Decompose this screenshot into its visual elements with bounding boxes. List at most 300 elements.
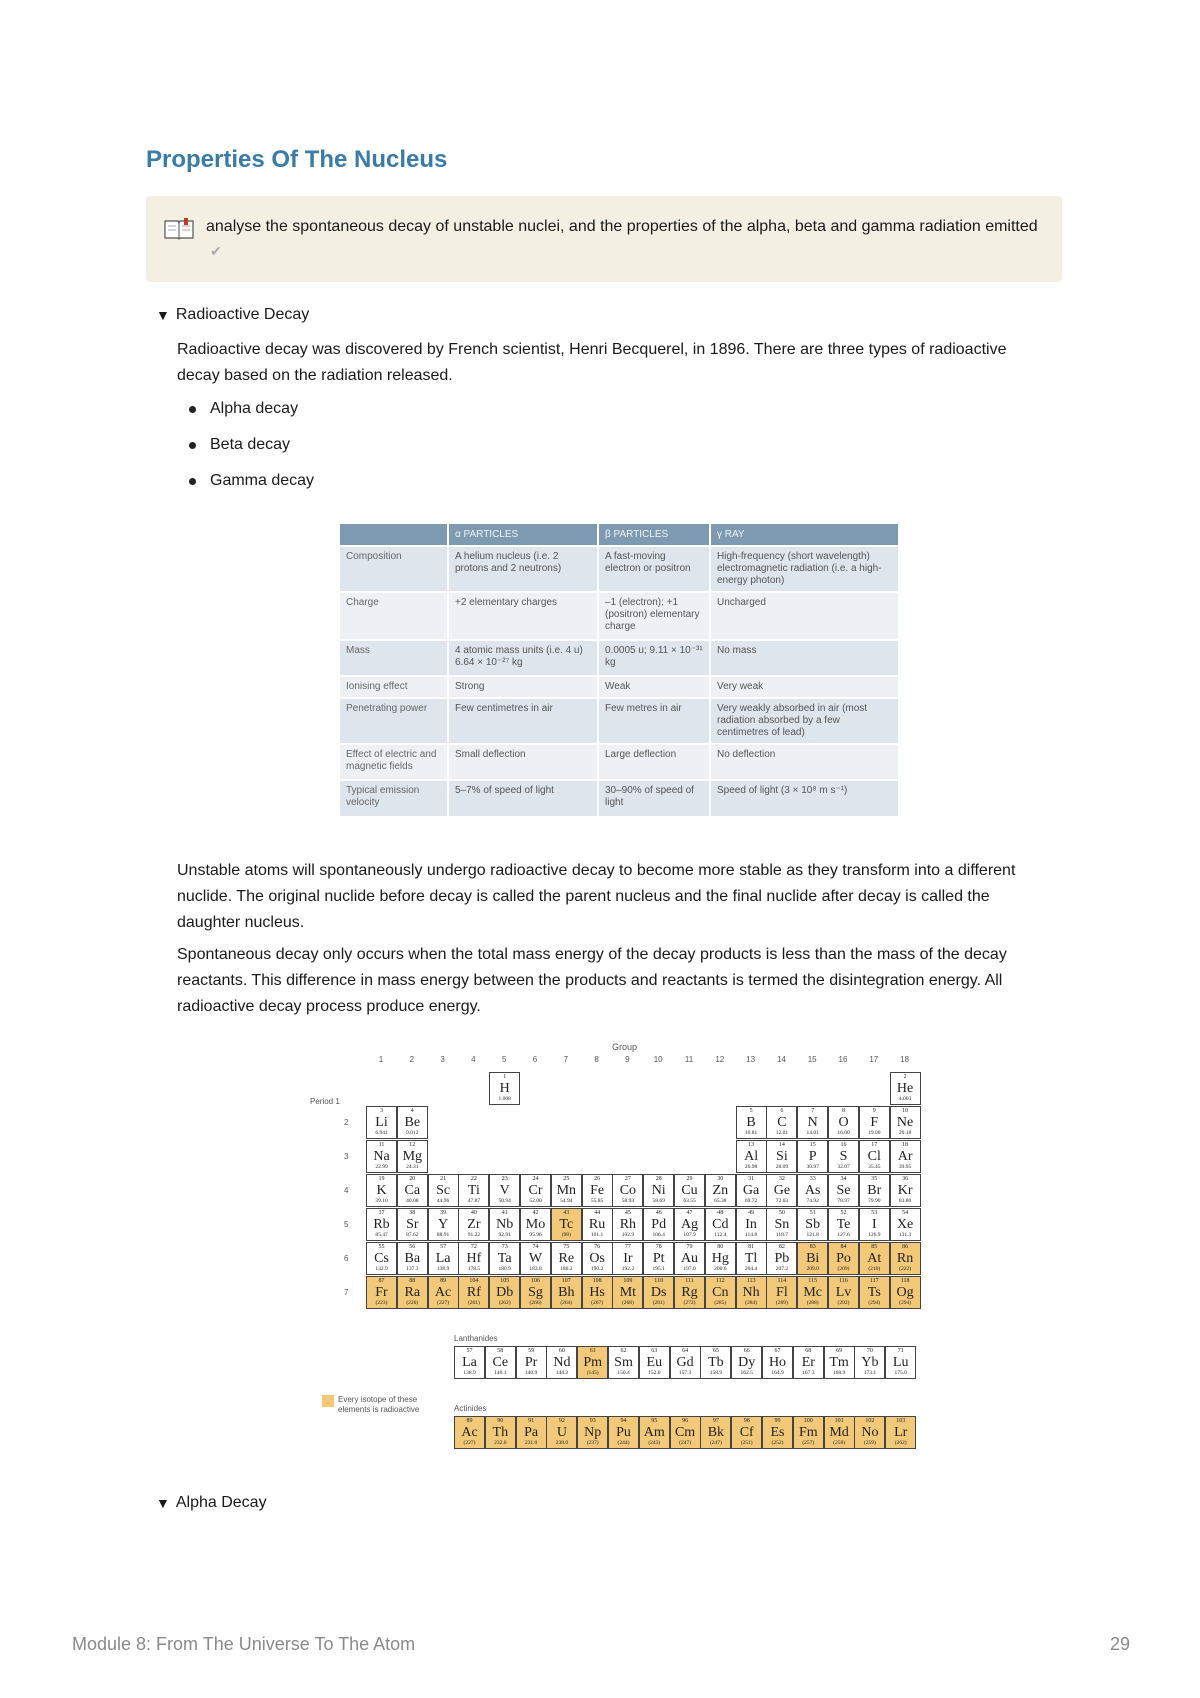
atomic-number: 95 <box>651 1418 658 1424</box>
atomic-mass: 69.72 <box>744 1198 758 1204</box>
atomic-number: 81 <box>748 1244 755 1250</box>
element-nd <box>546 1346 577 1379</box>
element-cd <box>705 1208 736 1241</box>
element-ca <box>397 1174 428 1207</box>
element-sr <box>397 1208 428 1241</box>
atomic-mass: 200.6 <box>714 1266 727 1272</box>
table-cell: Typical emission velocity <box>340 780 448 816</box>
element-symbol: Tc <box>559 1217 574 1232</box>
element-symbol: Cs <box>374 1251 389 1266</box>
alpha-decay-toggle[interactable] <box>156 1494 267 1512</box>
radioactive-decay-toggle[interactable] <box>156 306 309 324</box>
element-symbol: Rh <box>619 1217 637 1232</box>
element-symbol: Ba <box>404 1251 421 1266</box>
toggle-label: Radioactive Decay <box>175 306 310 323</box>
element-no <box>854 1416 885 1449</box>
element-symbol: C <box>777 1115 787 1130</box>
element-he <box>890 1072 921 1105</box>
atomic-number: 110 <box>654 1278 664 1284</box>
period-number: 7 <box>344 1288 349 1297</box>
element-symbol: U <box>556 1425 567 1440</box>
element-mn <box>551 1174 582 1207</box>
atomic-mass: 92.91 <box>498 1232 511 1238</box>
syllabus-callout <box>146 196 1062 282</box>
list-item: Alpha decay <box>177 396 314 432</box>
atomic-number: 105 <box>500 1278 510 1284</box>
element-symbol: La <box>462 1355 477 1370</box>
element-symbol: P <box>808 1149 817 1164</box>
atomic-mass: 138.9 <box>436 1266 450 1272</box>
element-cl <box>859 1140 890 1173</box>
element-lr <box>885 1416 916 1449</box>
atomic-number: 113 <box>746 1278 756 1284</box>
element-er <box>793 1346 824 1379</box>
atomic-number: 4 <box>410 1108 414 1114</box>
element-ac <box>428 1276 459 1309</box>
atomic-mass: 9.012 <box>406 1130 419 1136</box>
element-symbol: Ge <box>773 1183 791 1198</box>
element-br <box>859 1174 890 1207</box>
element-symbol: Fm <box>798 1425 818 1440</box>
element-ts <box>859 1276 890 1309</box>
atomic-number: 21 <box>440 1176 447 1182</box>
table-cell: Strong <box>448 676 598 698</box>
element-ti <box>458 1174 489 1207</box>
atomic-mass: 232.0 <box>494 1440 507 1446</box>
element-symbol: B <box>746 1115 756 1130</box>
element-symbol: Tb <box>708 1355 724 1370</box>
atomic-number: 32 <box>778 1176 785 1182</box>
element-pa <box>516 1416 547 1449</box>
element-h <box>489 1072 520 1105</box>
element-tb <box>700 1346 731 1379</box>
table-cell: Few centimetres in air <box>448 698 598 744</box>
atomic-number: 66 <box>743 1348 750 1354</box>
atomic-mass: 40.08 <box>406 1198 419 1204</box>
element-symbol: Sr <box>406 1217 419 1232</box>
atomic-mass: 106.4 <box>652 1232 665 1238</box>
atomic-number: 71 <box>897 1348 904 1354</box>
atomic-number: 102 <box>865 1418 875 1424</box>
atomic-mass: 121.8 <box>806 1232 819 1238</box>
table-cell: High-frequency (short wavelength) electromagnetic radiation (i.e. a high-energy photon) <box>710 546 899 592</box>
table-cell: 4 atomic mass units (i.e. 4 u) 6.64 × 10⁻²⁷ kg <box>448 640 598 676</box>
element-symbol: Nh <box>742 1285 760 1300</box>
element-symbol: Mc <box>803 1285 823 1300</box>
element-s <box>828 1140 859 1173</box>
element-symbol: Nb <box>496 1217 514 1232</box>
element-ni <box>643 1174 674 1207</box>
atomic-number: 86 <box>902 1244 909 1250</box>
element-ce <box>485 1346 516 1379</box>
energy-paragraph: Spontaneous decay only occurs when the total mass energy of the decay products is less than the mass of the decay reactants. This difference in mass energy between the products and reactants is termed the disintegration energy. All radioactive decay process produce energy. <box>177 946 1007 1015</box>
element-i <box>859 1208 890 1241</box>
element-symbol: Au <box>680 1251 699 1266</box>
element-in <box>736 1208 767 1241</box>
element-symbol: La <box>435 1251 451 1266</box>
atomic-number: 5 <box>749 1108 753 1114</box>
atomic-mass: 39.10 <box>375 1198 388 1204</box>
atomic-number: 33 <box>809 1176 816 1182</box>
group-number: 7 <box>563 1055 569 1064</box>
atomic-number: 101 <box>834 1418 844 1424</box>
table-cell: Ionising effect <box>340 676 448 698</box>
atomic-number: 53 <box>871 1210 878 1216</box>
element-og <box>890 1276 921 1309</box>
atomic-mass: (294) <box>868 1300 881 1306</box>
atomic-number: 8 <box>842 1108 845 1114</box>
atomic-number: 2 <box>903 1074 907 1080</box>
element-te <box>828 1208 859 1241</box>
atomic-mass: 19.00 <box>868 1130 881 1136</box>
atomic-number: 99 <box>774 1418 781 1424</box>
atomic-mass: 6.941 <box>375 1130 388 1136</box>
atomic-number: 74 <box>532 1244 539 1250</box>
element-symbol: Y <box>438 1217 449 1232</box>
table-row <box>340 780 899 816</box>
element-fl <box>766 1276 797 1309</box>
atomic-number: 40 <box>470 1210 477 1216</box>
element-k <box>366 1174 397 1207</box>
atomic-mass: 20.18 <box>898 1130 912 1136</box>
element-cs <box>366 1242 397 1275</box>
element-symbol: Be <box>404 1115 421 1130</box>
atomic-mass: (251) <box>740 1440 753 1446</box>
table-row <box>340 640 899 676</box>
element-xe <box>890 1208 921 1241</box>
element-symbol: Si <box>776 1149 788 1164</box>
group-title: Group <box>612 1042 638 1052</box>
element-rn <box>890 1242 921 1275</box>
atomic-number: 57 <box>440 1244 447 1250</box>
table-cell: Very weak <box>710 676 899 698</box>
element-symbol: Dy <box>738 1355 756 1370</box>
element-cm <box>670 1416 701 1449</box>
atomic-mass: (258) <box>833 1440 846 1446</box>
atomic-number: 109 <box>623 1278 633 1284</box>
atomic-mass: 63.55 <box>683 1198 696 1204</box>
atomic-mass: (244) <box>617 1440 630 1446</box>
atomic-mass: 127.6 <box>837 1232 850 1238</box>
group-number: 2 <box>409 1055 415 1064</box>
atomic-mass: 140.1 <box>494 1370 507 1376</box>
element-symbol: Lu <box>892 1355 909 1370</box>
atomic-mass: (243) <box>648 1440 661 1446</box>
group-number: 14 <box>776 1055 786 1064</box>
element-cu <box>674 1174 705 1207</box>
atomic-number: 35 <box>871 1176 878 1182</box>
element-c <box>766 1106 797 1139</box>
element-symbol: Pt <box>652 1251 665 1266</box>
atomic-number: 76 <box>594 1244 601 1250</box>
element-symbol: Sc <box>436 1183 451 1198</box>
element-symbol: N <box>807 1115 818 1130</box>
element-mo <box>520 1208 551 1241</box>
element-rb <box>366 1208 397 1241</box>
element-sm <box>608 1346 639 1379</box>
table-row <box>340 546 899 592</box>
atomic-number: 19 <box>378 1176 385 1182</box>
intro-paragraph: Radioactive decay was discovered by French scientist, Henri Becquerel, in 1896. There are three types of radioactive decay based on the radiation released. <box>177 341 1007 384</box>
atomic-number: 43 <box>563 1210 570 1216</box>
atomic-mass: 10.81 <box>744 1130 758 1136</box>
atomic-number: 96 <box>682 1418 689 1424</box>
element-bh <box>551 1276 582 1309</box>
atomic-mass: (281) <box>652 1300 665 1306</box>
atomic-mass: 55.85 <box>590 1198 604 1204</box>
atomic-number: 97 <box>712 1418 719 1424</box>
atomic-mass: 209.0 <box>806 1266 819 1272</box>
element-pd <box>643 1208 674 1241</box>
atomic-number: 42 <box>532 1210 539 1216</box>
period-number: 2 <box>344 1118 349 1127</box>
atomic-number: 94 <box>620 1418 627 1424</box>
element-se <box>828 1174 859 1207</box>
element-symbol: Yb <box>861 1355 879 1370</box>
atomic-mass: (266) <box>529 1300 542 1306</box>
atomic-number: 83 <box>809 1244 816 1250</box>
element-pb <box>766 1242 797 1275</box>
lanthanides-label: Lanthanides <box>454 1334 498 1343</box>
atomic-mass: 173.1 <box>863 1370 877 1376</box>
atomic-number: 91 <box>528 1418 535 1424</box>
atomic-mass: 54.94 <box>560 1198 573 1204</box>
table-cell: Composition <box>340 546 448 592</box>
element-symbol: Zn <box>712 1183 729 1198</box>
actinides-label: Actinides <box>454 1404 487 1413</box>
atomic-mass: 164.9 <box>771 1370 784 1376</box>
element-symbol: Li <box>375 1115 388 1130</box>
atomic-mass: (267) <box>591 1300 604 1306</box>
element-symbol: Md <box>829 1425 849 1440</box>
element-symbol: Rb <box>373 1217 390 1232</box>
atomic-mass: (227) <box>437 1300 450 1306</box>
element-symbol: Xe <box>896 1217 914 1232</box>
element-symbol: V <box>499 1183 510 1198</box>
element-n <box>797 1106 828 1139</box>
atomic-number: 104 <box>469 1278 479 1284</box>
element-zr <box>458 1208 489 1241</box>
atomic-mass: 183.8 <box>529 1266 542 1272</box>
element-symbol: Br <box>867 1183 882 1198</box>
element-symbol: In <box>745 1217 757 1232</box>
element-symbol: Cu <box>681 1183 698 1198</box>
atomic-number: 15 <box>809 1142 816 1148</box>
atomic-number: 82 <box>778 1244 785 1250</box>
element-hg <box>705 1242 736 1275</box>
atomic-number: 44 <box>594 1210 601 1216</box>
element-w <box>520 1242 551 1275</box>
atomic-mass: 58.93 <box>621 1198 635 1204</box>
element-lv <box>828 1276 859 1309</box>
element-tl <box>736 1242 767 1275</box>
atomic-mass: 74.92 <box>806 1198 819 1204</box>
atomic-mass: 87.62 <box>406 1232 419 1238</box>
element-symbol: Sb <box>805 1217 821 1232</box>
element-symbol: Lv <box>835 1285 852 1300</box>
atomic-number: 98 <box>743 1418 750 1424</box>
element-symbol: Fr <box>375 1285 388 1300</box>
element-symbol: Kr <box>897 1183 913 1198</box>
element-symbol: Ac <box>461 1425 478 1440</box>
atomic-number: 108 <box>592 1278 602 1284</box>
element-be <box>397 1106 428 1139</box>
element-yb <box>854 1346 885 1379</box>
atomic-mass: 85.47 <box>375 1232 388 1238</box>
atomic-number: 20 <box>409 1176 416 1182</box>
element-po <box>828 1242 859 1275</box>
atomic-mass: 58.69 <box>652 1198 665 1204</box>
atomic-number: 30 <box>717 1176 724 1182</box>
atomic-mass: 26.98 <box>744 1164 758 1170</box>
element-symbol: Mo <box>525 1217 546 1232</box>
element-ag <box>674 1208 705 1241</box>
element-symbol: W <box>528 1251 543 1266</box>
atomic-number: 47 <box>686 1210 693 1216</box>
atomic-mass: 180.9 <box>498 1266 511 1272</box>
atomic-number: 78 <box>655 1244 662 1250</box>
element-pt <box>643 1242 674 1275</box>
atomic-number: 39 <box>440 1210 447 1216</box>
table-cell: 5–7% of speed of light <box>448 780 598 816</box>
table-cell: A helium nucleus (i.e. 2 protons and 2 neutrons) <box>448 546 598 592</box>
atomic-mass: (223) <box>375 1300 388 1306</box>
atomic-mass: (252) <box>771 1440 784 1446</box>
atomic-number: 72 <box>470 1244 477 1250</box>
element-y <box>428 1208 459 1241</box>
element-symbol: Gd <box>676 1355 694 1370</box>
list-item: Gamma decay <box>177 468 314 504</box>
group-number: 5 <box>501 1055 507 1064</box>
atomic-number: 3 <box>380 1108 383 1114</box>
atomic-number: 6 <box>780 1108 784 1114</box>
table-cell: Effect of electric and magnetic fields <box>340 744 448 780</box>
atomic-mass: 112.4 <box>714 1232 727 1238</box>
element-symbol: Og <box>896 1285 914 1300</box>
element-ru <box>582 1208 613 1241</box>
atomic-number: 79 <box>686 1244 693 1250</box>
element-ge <box>766 1174 797 1207</box>
element-symbol: Pu <box>616 1425 631 1440</box>
atomic-number: 1 <box>503 1074 507 1080</box>
atomic-number: 11 <box>378 1142 385 1148</box>
atomic-number: 56 <box>409 1244 416 1250</box>
element-mc <box>797 1276 828 1309</box>
atomic-number: 77 <box>624 1244 631 1250</box>
atomic-number: 57 <box>466 1348 473 1354</box>
atomic-number: 28 <box>655 1176 662 1182</box>
atomic-number: 37 <box>378 1210 385 1216</box>
atomic-mass: 138.9 <box>463 1370 476 1376</box>
element-symbol: Bk <box>707 1425 725 1440</box>
element-symbol: S <box>839 1149 848 1164</box>
atomic-number: 51 <box>809 1210 816 1216</box>
element-symbol: Os <box>589 1251 605 1266</box>
element-zn <box>705 1174 736 1207</box>
element-symbol: Rn <box>896 1251 914 1266</box>
atomic-number: 17 <box>871 1142 878 1148</box>
element-symbol: Bi <box>806 1251 820 1266</box>
atomic-mass: 83.80 <box>898 1198 912 1204</box>
group-number: 10 <box>653 1055 663 1064</box>
atomic-number: 7 <box>811 1108 815 1114</box>
atomic-number: 45 <box>624 1210 631 1216</box>
atomic-number: 115 <box>808 1278 818 1284</box>
atomic-mass: (262) <box>894 1440 907 1446</box>
element-symbol: He <box>896 1081 914 1096</box>
atomic-mass: 197.0 <box>683 1266 696 1272</box>
list-item: Beta decay <box>177 432 314 468</box>
element-symbol: Ar <box>897 1149 913 1164</box>
atomic-mass: 144.2 <box>555 1370 569 1376</box>
table-cell: Mass <box>340 640 448 676</box>
atomic-number: 24 <box>532 1176 539 1182</box>
element-ac <box>454 1416 485 1449</box>
element-o <box>828 1106 859 1139</box>
atomic-number: 36 <box>902 1176 909 1182</box>
atomic-mass: (210) <box>868 1266 881 1272</box>
bullet-icon <box>189 442 196 449</box>
atomic-number: 89 <box>466 1418 473 1424</box>
element-ds <box>643 1276 674 1309</box>
group-number: 17 <box>869 1055 879 1064</box>
atomic-mass: 1.008 <box>498 1096 511 1102</box>
element-symbol: Cf <box>739 1425 754 1440</box>
element-symbol: Ne <box>896 1115 914 1130</box>
element-co <box>612 1174 643 1207</box>
atomic-mass: 102.9 <box>621 1232 635 1238</box>
element-symbol: K <box>376 1183 387 1198</box>
group-number: 1 <box>378 1055 384 1064</box>
atomic-mass: (222) <box>899 1266 912 1272</box>
atomic-number: 69 <box>836 1348 843 1354</box>
periodic-table <box>310 1042 930 1472</box>
atomic-mass: 167.3 <box>802 1370 815 1376</box>
element-tc <box>551 1208 582 1241</box>
element-fr <box>366 1276 397 1309</box>
element-symbol: Nd <box>553 1355 571 1370</box>
bullet-icon <box>189 478 196 485</box>
atomic-number: 75 <box>563 1244 570 1250</box>
atomic-mass: 22.99 <box>375 1164 388 1170</box>
atomic-mass: 190.2 <box>590 1266 604 1272</box>
triangle-down-icon: ▼ <box>156 307 170 323</box>
element-symbol: Ts <box>867 1285 881 1300</box>
atomic-mass: 238.0 <box>555 1440 569 1446</box>
element-symbol: Zr <box>467 1217 481 1232</box>
atomic-mass: (257) <box>802 1440 815 1446</box>
element-symbol: F <box>870 1115 879 1130</box>
atomic-number: 85 <box>871 1244 878 1250</box>
table-row <box>340 744 899 780</box>
atomic-number: 70 <box>866 1348 873 1354</box>
atomic-mass: 140.9 <box>524 1370 538 1376</box>
element-f <box>859 1106 890 1139</box>
atomic-number: 59 <box>528 1348 535 1354</box>
atomic-number: 117 <box>869 1278 879 1284</box>
atomic-mass: 207.2 <box>775 1266 789 1272</box>
element-symbol: No <box>861 1425 879 1440</box>
atomic-mass: (259) <box>863 1440 876 1446</box>
atomic-number: 38 <box>409 1210 416 1216</box>
element-rf <box>458 1276 489 1309</box>
atomic-mass: (145) <box>586 1370 599 1376</box>
atomic-mass: 192.2 <box>621 1266 635 1272</box>
atomic-mass: 65.38 <box>714 1198 727 1204</box>
element-symbol: Pm <box>583 1355 603 1370</box>
atomic-mass: 78.97 <box>837 1198 850 1204</box>
table-cell: Speed of light (3 × 10⁸ m s⁻¹) <box>710 780 899 816</box>
